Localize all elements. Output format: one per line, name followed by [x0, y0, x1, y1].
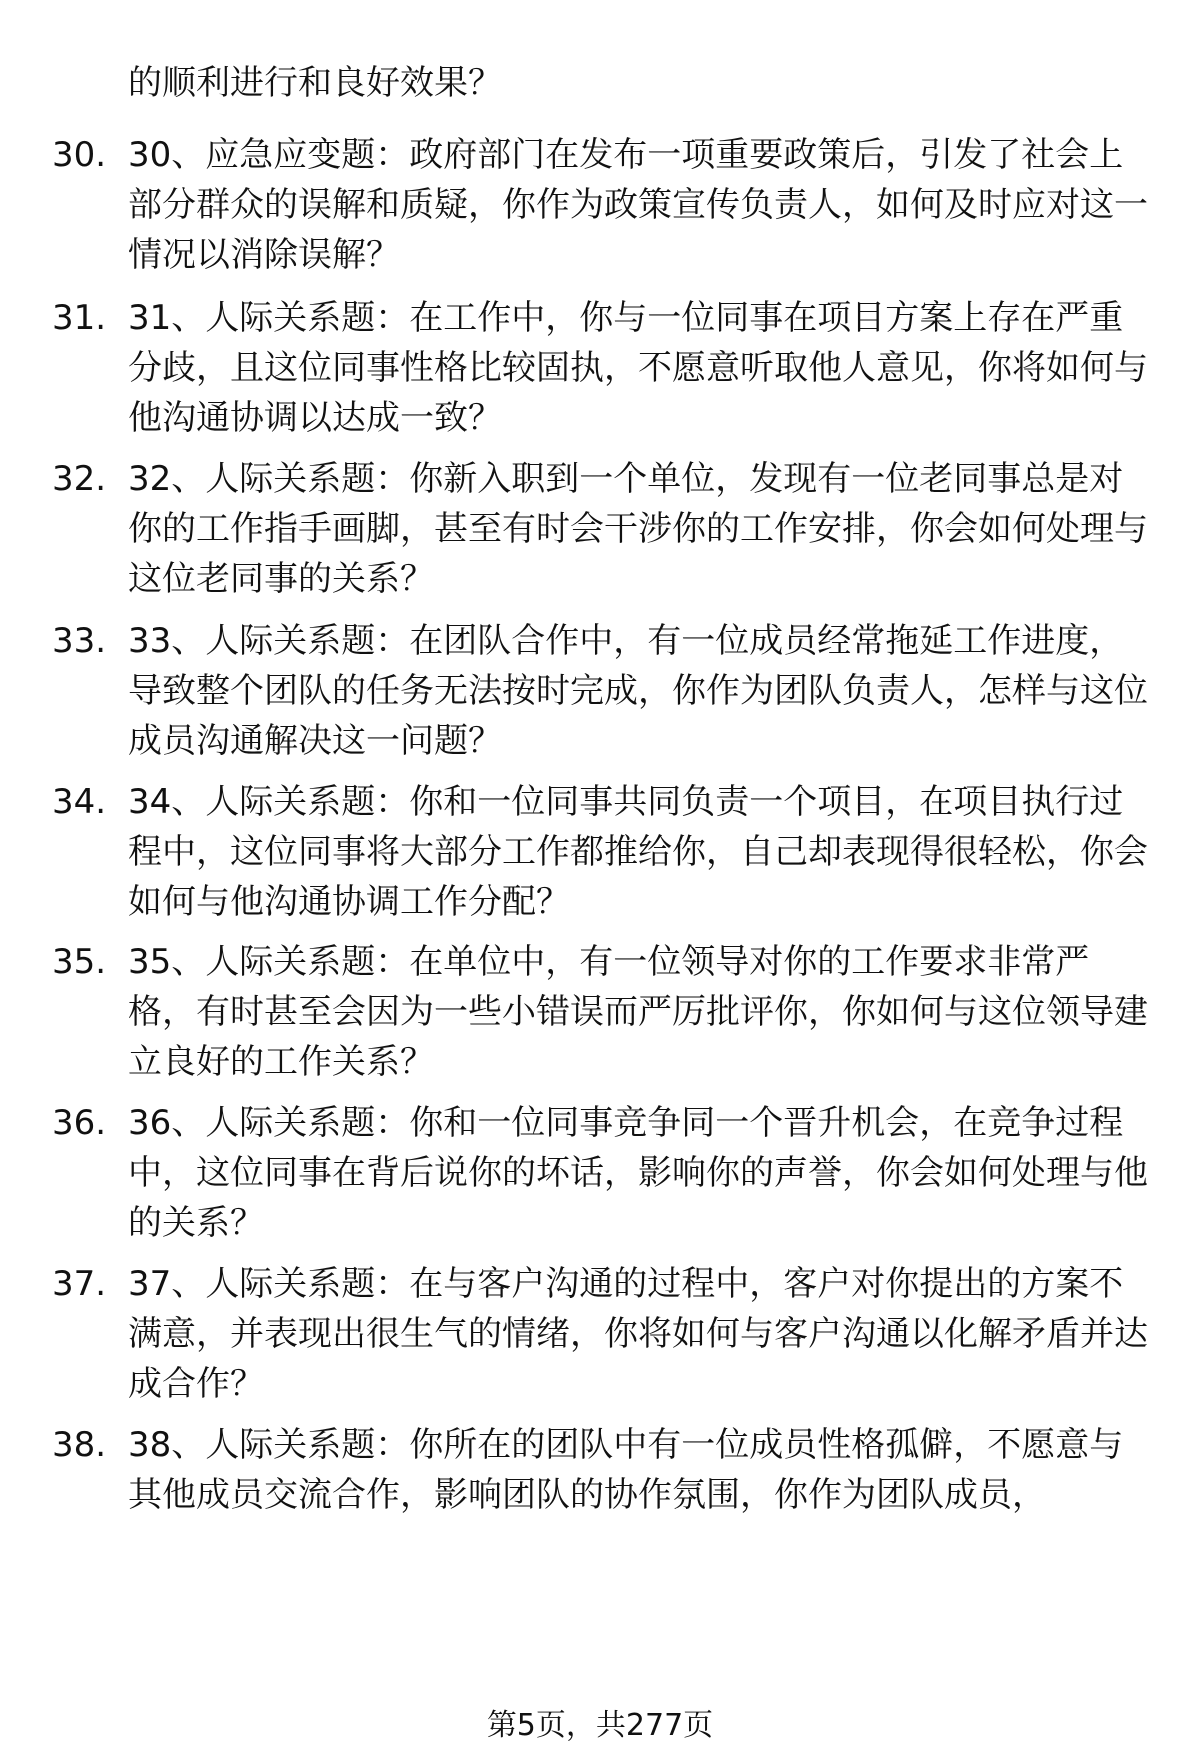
- item-number: 36.: [52, 1103, 107, 1143]
- item-text: 38、人际关系题：你所在的团队中有一位成员性格孤僻，不愿意与其他成员交流合作，影响团队的协作氛围，你作为团队成员，: [128, 1425, 1124, 1515]
- item-number: 38.: [52, 1425, 107, 1465]
- item-text: 32、人际关系题：你新入职到一个单位，发现有一位老同事总是对你的工作指手画脚，甚至有时会干涉你的工作安排，你会如何处理与这位老同事的关系？: [128, 459, 1148, 599]
- item-text: 37、人际关系题：在与客户沟通的过程中，客户对你提出的方案不满意，并表现出很生气的情绪，你将如何与客户沟通以化解矛盾并达成合作？: [128, 1264, 1148, 1404]
- item-number: 31.: [52, 298, 107, 338]
- item-text: 34、人际关系题：你和一位同事共同负责一个项目，在项目执行过程中，这位同事将大部分工作都推给你，自己却表现得很轻松，你会如何与他沟通协调工作分配？: [128, 782, 1148, 922]
- item-text: 35、人际关系题：在单位中，有一位领导对你的工作要求非常严格，有时甚至会因为一些小错误而严厉批评你，你如何与这位领导建立良好的工作关系？: [128, 942, 1148, 1082]
- item-number: 33.: [52, 621, 107, 661]
- item-number: 35.: [52, 942, 107, 982]
- item-text: 36、人际关系题：你和一位同事竞争同一个晋升机会，在竞争过程中，这位同事在背后说你的坏话，影响你的声誉，你会如何处理与他的关系？: [128, 1103, 1148, 1243]
- item-number: 37.: [52, 1264, 107, 1304]
- item-text: 30、应急应变题：政府部门在发布一项重要政策后，引发了社会上部分群众的误解和质疑，你作为政策宣传负责人，如何及时应对这一情况以消除误解？: [128, 135, 1148, 275]
- item-number: 32.: [52, 459, 107, 499]
- continuation-text: 的顺利进行和良好效果？: [128, 63, 502, 103]
- item-number: 34.: [52, 782, 107, 822]
- page-footer: 第5页，共277页: [486, 1708, 714, 1743]
- item-text: 31、人际关系题：在工作中，你与一位同事在项目方案上存在严重分歧，且这位同事性格比较固执，不愿意听取他人意见，你将如何与他沟通协调以达成一致？: [128, 298, 1148, 438]
- item-text: 33、人际关系题：在团队合作中，有一位成员经常拖延工作进度，导致整个团队的任务无法按时完成，你作为团队负责人，怎样与这位成员沟通解决这一问题？: [128, 621, 1148, 761]
- item-number: 30.: [52, 135, 107, 175]
